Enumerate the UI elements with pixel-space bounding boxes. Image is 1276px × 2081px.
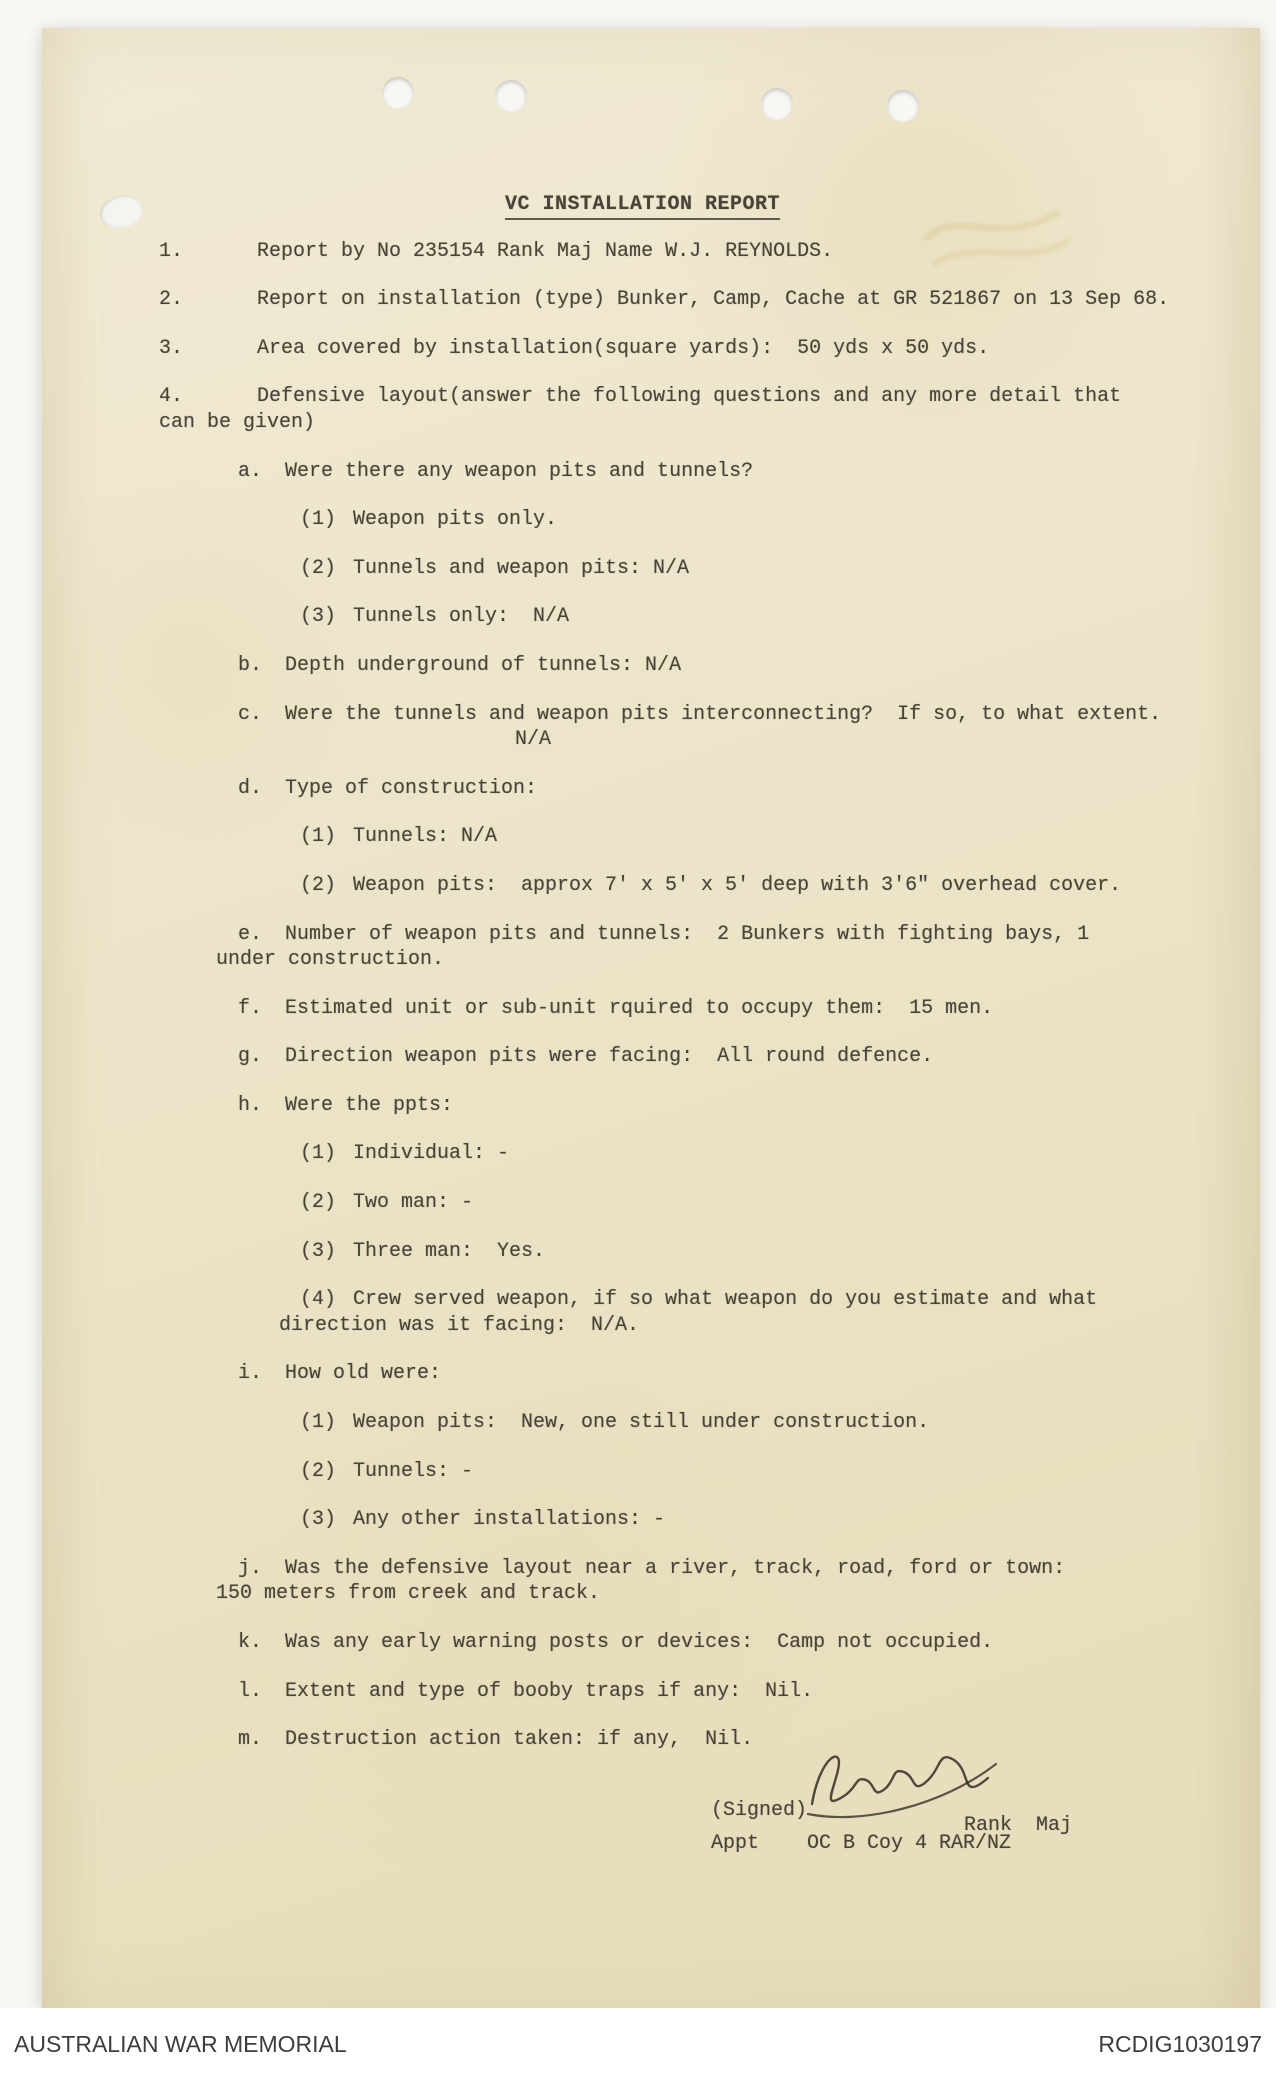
doc-line	[42, 1045, 1260, 1069]
doc-line-text: Weapon pits only.	[353, 508, 558, 532]
doc-line-text: Any other installations: -	[353, 1508, 666, 1532]
punch-hole	[761, 88, 793, 120]
footer	[0, 2008, 1276, 2081]
doc-line	[42, 508, 1260, 532]
doc-line-text: Was any early warning posts or devices: Camp not occupied.	[285, 1631, 994, 1654]
doc-line	[42, 1314, 1260, 1338]
doc-line-text: Report on installation (type) Bunker, Camp, Cache at GR 521867 on 13 Sep 68.	[257, 288, 1170, 312]
page-title: VC INSTALLATION REPORT	[505, 193, 780, 220]
doc-line	[42, 1680, 1260, 1704]
doc-line-text: Were the ppts:	[285, 1093, 454, 1117]
doc-line-label: (2)	[300, 1191, 337, 1215]
doc-line	[42, 874, 1260, 898]
punch-hole	[495, 80, 527, 112]
doc-line-text: Number of weapon pits and tunnels: 2 Bunkers with fighting bays, 1	[285, 922, 1090, 946]
doc-line-text: Were the tunnels and weapon pits interconnecting? If so, to what extent.	[285, 702, 1162, 726]
doc-line	[42, 728, 1260, 752]
doc-line-text: Two man: -	[353, 1191, 474, 1215]
doc-line-text: Weapon pits: approx 7' x 5' x 5' deep with 3'6" overhead cover.	[353, 873, 1122, 897]
doc-line-label: 1.	[159, 239, 184, 263]
doc-line-text: Extent and type of booby traps if any: Nil.	[285, 1679, 814, 1703]
doc-line	[42, 997, 1260, 1021]
doc-line	[42, 825, 1260, 849]
doc-line-label: (2)	[300, 873, 337, 897]
doc-line	[42, 923, 1260, 947]
doc-line-label: h.	[238, 1093, 263, 1117]
doc-line-label: d.	[238, 776, 263, 800]
doc-line	[42, 460, 1260, 484]
doc-line	[42, 777, 1260, 801]
doc-line-text: Three man: Yes.	[353, 1239, 546, 1263]
archive-name: AUSTRALIAN WAR MEMORIAL	[14, 2031, 347, 2057]
doc-line-text: Tunnels and weapon pits: N/A	[353, 556, 690, 580]
doc-line	[42, 1142, 1260, 1166]
doc-line-text: Direction weapon pits were facing: All round defence.	[285, 1045, 934, 1069]
doc-line-label: e.	[238, 922, 263, 946]
doc-line-label: (3)	[300, 1239, 337, 1263]
doc-line-text: Depth underground of tunnels: N/A	[285, 653, 682, 677]
doc-line	[42, 703, 1260, 727]
doc-line-text: Type of construction:	[285, 776, 538, 800]
doc-line-text: Weapon pits: New, one still under construction.	[353, 1411, 930, 1435]
doc-line-text: can be given)	[159, 410, 316, 434]
doc-line-label: (1)	[300, 825, 337, 849]
doc-line-label: k.	[238, 1631, 263, 1654]
doc-line-label: c.	[238, 702, 263, 726]
doc-line	[42, 1094, 1260, 1118]
doc-line-label: a.	[238, 459, 263, 483]
doc-line-label: (1)	[300, 1142, 337, 1166]
doc-line	[42, 337, 1260, 361]
doc-line-label: (2)	[300, 556, 337, 580]
appt-line: Appt OC B Coy 4 RAR/NZ	[711, 1832, 1012, 1855]
signature-script	[792, 1726, 1002, 1826]
doc-line-label: (3)	[300, 605, 337, 629]
doc-line-text: Estimated unit or sub-unit rquired to occupy them: 15 men.	[285, 996, 994, 1020]
doc-line-text: Report by No 235154 Rank Maj Name W.J. REYNOLDS.	[257, 239, 834, 263]
doc-lines	[42, 215, 1260, 1752]
doc-line-text: Tunnels: -	[353, 1459, 474, 1483]
doc-line-label: b.	[238, 653, 263, 677]
doc-line-text: Crew served weapon, if so what weapon do you estimate and what	[353, 1288, 1098, 1312]
doc-line	[42, 1557, 1260, 1581]
doc-line	[42, 385, 1260, 409]
doc-line	[42, 240, 1260, 264]
doc-line	[42, 1582, 1260, 1606]
doc-line	[42, 1631, 1260, 1655]
doc-line-text: Was the defensive layout near a river, track, road, ford or town:	[285, 1556, 1066, 1580]
doc-line-label: l.	[238, 1679, 263, 1703]
doc-line-label: (1)	[300, 1411, 337, 1435]
doc-line-text: 150 meters from creek and track.	[216, 1582, 601, 1606]
doc-line	[42, 1508, 1260, 1532]
punch-hole	[887, 90, 919, 122]
doc-line-label: 3.	[159, 336, 184, 360]
doc-line	[42, 1460, 1260, 1484]
signed-label: (Signed)	[711, 1799, 808, 1822]
doc-line-text: Tunnels: N/A	[353, 825, 498, 849]
doc-line-label: g.	[238, 1045, 263, 1069]
doc-line-label: 4.	[159, 385, 184, 409]
doc-line-label: m.	[238, 1728, 263, 1752]
doc-line	[42, 605, 1260, 629]
doc-line-text: under construction.	[216, 948, 445, 972]
doc-line-text: Defensive layout(answer the following questions and any more detail that	[257, 385, 1122, 409]
doc-line-label: (4)	[300, 1288, 337, 1312]
punch-hole	[382, 77, 414, 109]
doc-line-label: (2)	[300, 1459, 337, 1483]
catalog-id: RCDIG1030197	[1098, 2031, 1262, 2057]
paper	[42, 28, 1260, 2008]
doc-line-text: Area covered by installation(square yards): 50 yds x 50 yds.	[257, 336, 990, 360]
doc-line-text: direction was it facing: N/A.	[279, 1313, 640, 1337]
doc-line	[42, 1411, 1260, 1435]
doc-line	[42, 557, 1260, 581]
doc-line-text: How old were:	[285, 1362, 442, 1386]
doc-line-label: j.	[238, 1556, 263, 1580]
doc-line-label: (1)	[300, 508, 337, 532]
doc-line	[42, 1240, 1260, 1264]
doc-line-label: i.	[238, 1362, 263, 1386]
doc-line	[42, 1362, 1260, 1386]
doc-line	[42, 1728, 1260, 1752]
doc-line-label: (3)	[300, 1508, 337, 1532]
doc-line	[42, 411, 1260, 435]
rank-line: Rank Maj	[964, 1814, 1073, 1837]
doc-line	[42, 1288, 1260, 1312]
doc-line	[42, 948, 1260, 972]
doc-line	[42, 288, 1260, 312]
doc-line	[42, 1191, 1260, 1215]
doc-line-text: Destruction action taken: if any, Nil.	[285, 1728, 754, 1752]
doc-line-label: 2.	[159, 288, 184, 312]
doc-line-text: Tunnels only: N/A	[353, 605, 570, 629]
doc-line-text: N/A	[515, 728, 552, 752]
doc-line-text: Individual: -	[353, 1142, 510, 1166]
doc-line	[42, 654, 1260, 678]
doc-line-label: f.	[238, 996, 263, 1020]
doc-line-text: Were there any weapon pits and tunnels?	[285, 459, 754, 483]
